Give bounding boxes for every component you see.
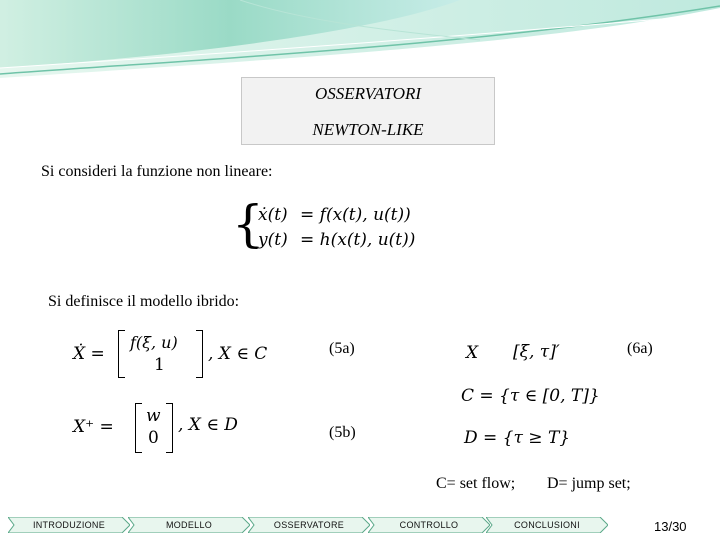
set-d: D = {τ ≥ T}: [464, 428, 571, 448]
eq5b-label: (5b): [329, 424, 356, 441]
nav-osservatore[interactable]: [248, 517, 370, 533]
eq6a-label: (6a): [627, 340, 653, 357]
hybrid-text: Si definisce il modello ibrido:: [48, 293, 240, 310]
page-number: 13/30: [654, 519, 687, 534]
eq5b-cond: , X ∈ D: [178, 415, 238, 435]
eq6a-lhs: X: [466, 343, 479, 363]
eq5a-bracket-right: [196, 330, 203, 378]
nav-label: OSSERVATORE: [273, 520, 345, 530]
header-banner: [0, 0, 720, 80]
nav-modello[interactable]: [128, 517, 250, 533]
eq6a-rhs: [ξ, τ]′: [513, 342, 560, 362]
nav-label: INTRODUZIONE: [32, 520, 106, 530]
eq5b-bracket-left: [135, 403, 142, 453]
eq5a-bottom: 1: [154, 355, 165, 375]
title-line-2: NEWTON-LIKE: [312, 120, 424, 139]
eq5a-cond: , X ∈ C: [208, 344, 268, 364]
eq5a-lhs: Ẋ =: [73, 344, 105, 364]
eq5b-bottom: 0: [148, 428, 159, 448]
eq5b-bracket-right: [166, 403, 173, 453]
nav-controllo[interactable]: [368, 517, 490, 533]
eq5a-top: f(ξ, u): [130, 333, 178, 352]
jump-set-note: D= jump set;: [547, 475, 631, 492]
title-box: [241, 77, 495, 145]
system-eq1-lhs: ẋ(t): [258, 205, 288, 225]
nav-introduzione[interactable]: [8, 517, 130, 533]
system-eq1-rhs: = f(x(t), u(t)): [300, 205, 411, 225]
nav-label: CONCLUSIONI: [514, 520, 580, 530]
system-brace: {: [232, 195, 264, 253]
system-eq2-rhs: = h(x(t), u(t)): [300, 230, 416, 250]
eq5b-lhs: X⁺ =: [73, 417, 114, 437]
system-eq2-lhs: y(t): [258, 230, 288, 250]
set-c: C = {τ ∈ [0, T]}: [461, 386, 600, 406]
nav-conclusioni[interactable]: [486, 517, 608, 533]
intro-text: Si consideri la funzione non lineare:: [41, 163, 273, 180]
eq5a-bracket-left: [118, 330, 125, 378]
eq5b-top: w: [146, 406, 161, 426]
flow-set-note: C= set flow;: [436, 475, 516, 492]
nav-label: MODELLO: [165, 520, 213, 530]
title-line-1: OSSERVATORI: [314, 84, 422, 103]
nav-label: CONTROLLO: [399, 520, 459, 530]
eq5a-label: (5a): [329, 340, 355, 357]
